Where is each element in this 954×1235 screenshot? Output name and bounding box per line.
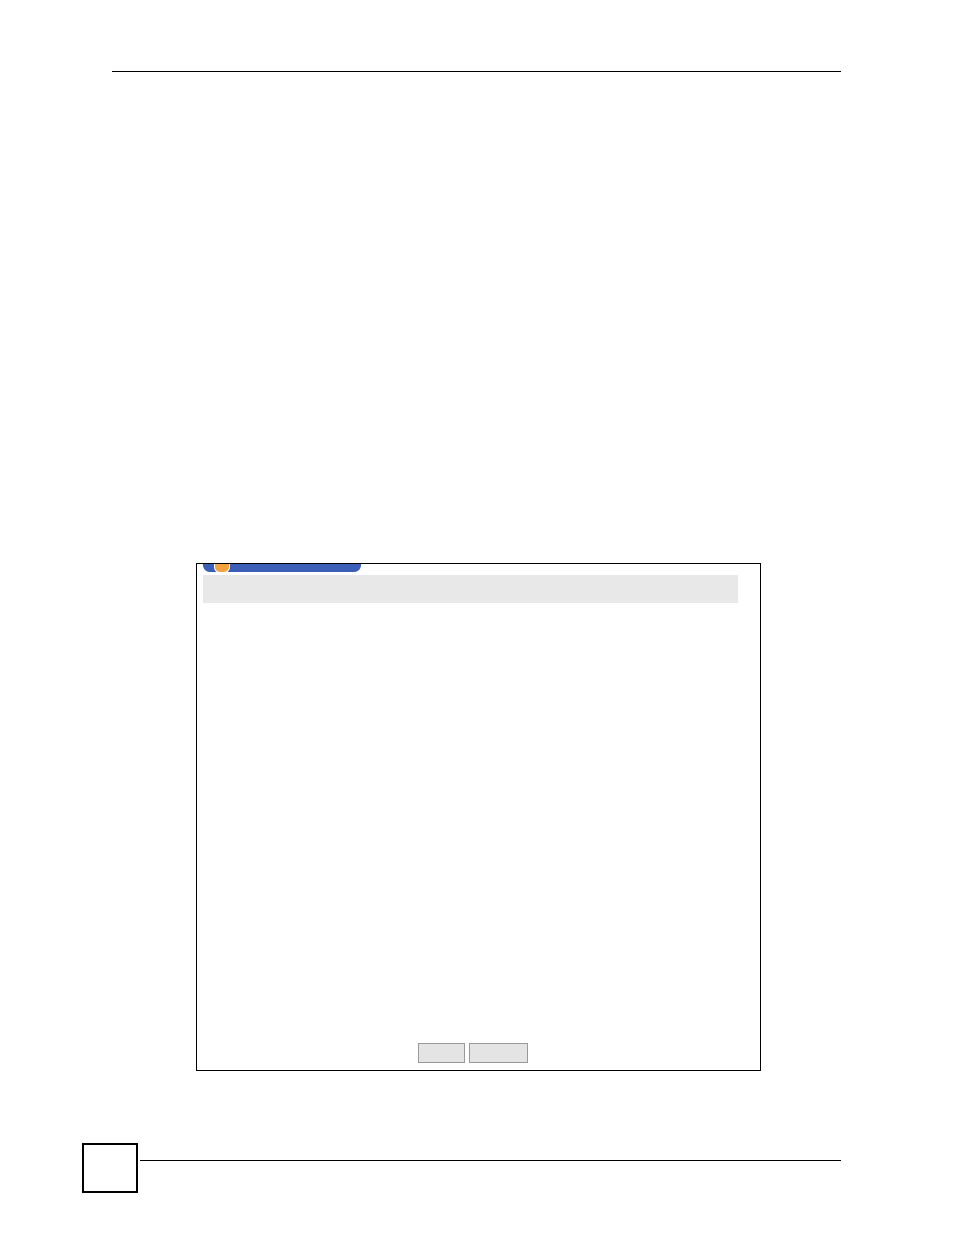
page-number: [82, 1143, 138, 1193]
header-rule: [112, 71, 841, 72]
cancel-button[interactable]: [469, 1043, 528, 1063]
apply-button[interactable]: [418, 1043, 465, 1063]
torn-edge-overlay: [197, 564, 760, 1070]
figure-screenshot: [196, 563, 761, 1071]
footer-rule: [140, 1160, 841, 1161]
figure-caption: [196, 542, 206, 558]
